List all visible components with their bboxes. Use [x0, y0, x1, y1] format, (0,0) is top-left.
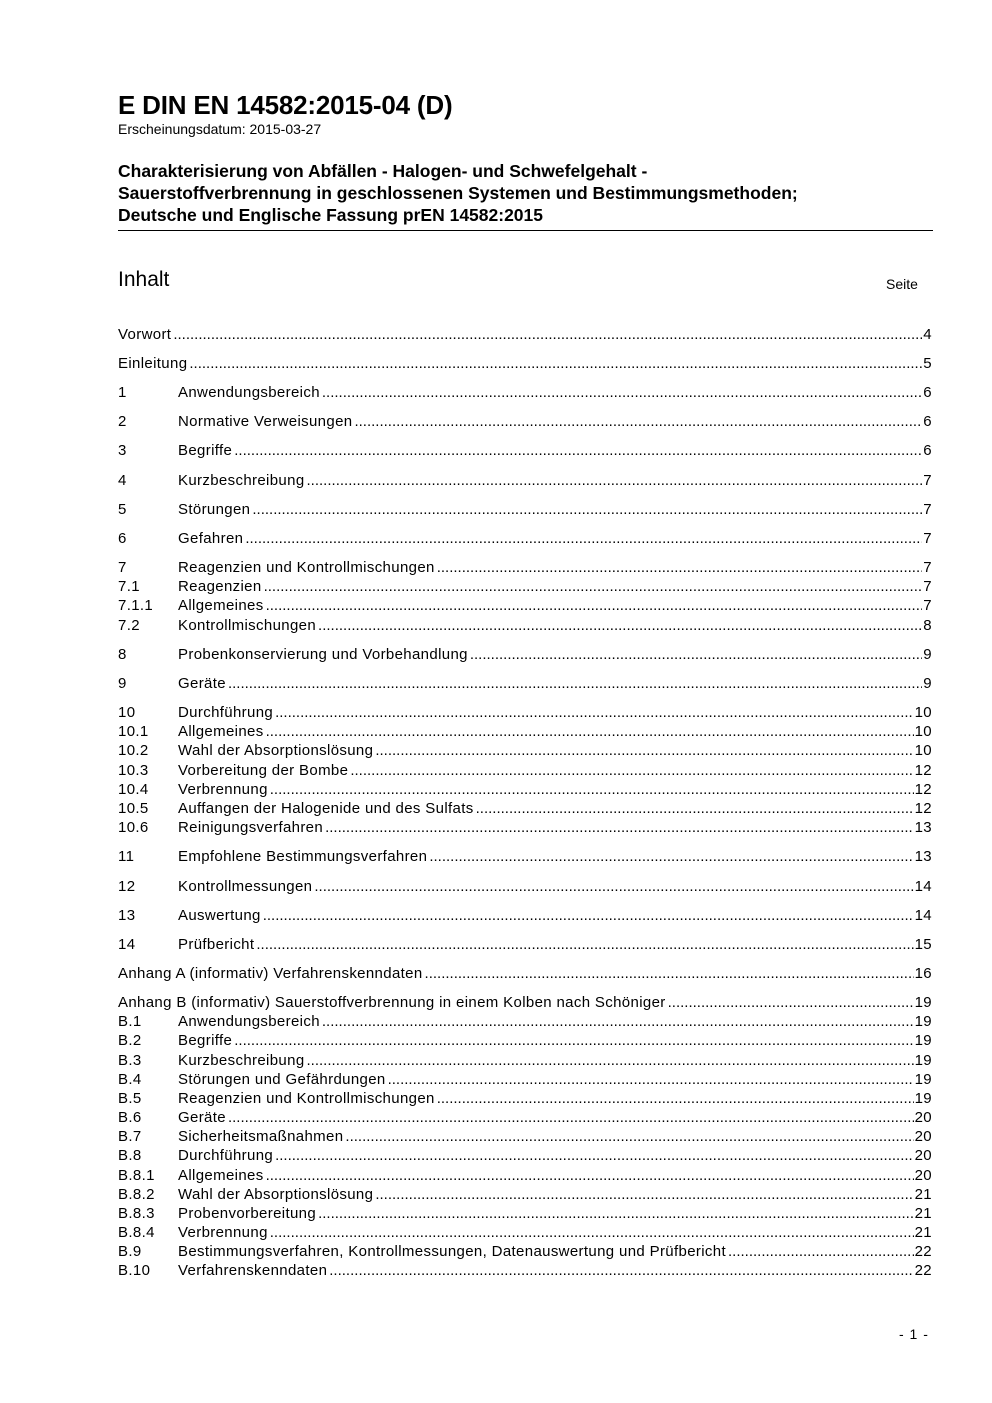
toc-entry-number: 8 [118, 646, 127, 663]
toc-dot-leader [266, 722, 914, 741]
toc-entry-title: Reinigungsverfahren [178, 819, 324, 836]
toc-entry-title: Anhang A (informativ) Verfahrenskenndaten [118, 965, 423, 982]
toc-entry-title: Allgemeines [178, 597, 264, 614]
title-line: Sauerstoffverbrennung in geschlossenen Systemen und Bestimmungsmethoden; [118, 183, 798, 203]
toc-entry-page: 8 [923, 617, 932, 634]
toc-entry[interactable] [118, 993, 932, 1012]
toc-entry[interactable] [118, 877, 932, 896]
toc-entry-number: 10 [118, 704, 136, 721]
toc-dot-leader [228, 1108, 914, 1127]
toc-entry-title: Begriffe [178, 1032, 233, 1049]
toc-dot-leader [275, 703, 914, 722]
toc-entry-page: 9 [923, 675, 932, 692]
toc-entry-page: 7 [923, 501, 932, 518]
toc-entry-page: 12 [914, 781, 932, 798]
toc-entry-title: Allgemeines [178, 1167, 264, 1184]
toc-entry[interactable] [118, 558, 932, 577]
toc-dot-leader [429, 847, 913, 866]
toc-entry-number: 2 [118, 413, 127, 430]
toc-entry-page: 5 [923, 355, 932, 372]
toc-dot-leader [329, 1261, 913, 1280]
toc-dot-leader [270, 1223, 914, 1242]
toc-entry[interactable] [118, 441, 932, 460]
toc-entry[interactable] [118, 1108, 932, 1127]
toc-entry-page: 21 [914, 1205, 932, 1222]
toc-entry-number: 7.1.1 [118, 597, 154, 614]
toc-entry-number: 9 [118, 675, 127, 692]
toc-dot-leader [437, 1089, 914, 1108]
toc-entry-title: Geräte [178, 675, 226, 692]
toc-entry-page: 10 [914, 742, 932, 759]
toc-entry-title: Verbrennung [178, 781, 268, 798]
toc-entry[interactable] [118, 529, 932, 548]
toc-entry[interactable] [118, 383, 932, 402]
toc-entry-page: 7 [923, 597, 932, 614]
toc-entry-page: 7 [923, 530, 932, 547]
toc-entry-number: B.9 [118, 1243, 142, 1260]
toc-entry[interactable] [118, 1070, 932, 1089]
toc-entry-number: 10.6 [118, 819, 149, 836]
toc-entry-title: Kontrollmischungen [178, 617, 317, 634]
toc-entry-number: B.8 [118, 1147, 142, 1164]
toc-entry-page: 6 [923, 413, 932, 430]
toc-entry-number: 7 [118, 559, 127, 576]
toc-entry-title: Probenvorbereitung [178, 1205, 317, 1222]
toc-dot-leader [325, 818, 914, 837]
toc-entry[interactable] [118, 780, 932, 799]
toc-entry[interactable] [118, 354, 932, 373]
toc-entry-title: Bestimmungsverfahren, Kontrollmessungen, Datenauswertung und Prüfbericht [178, 1243, 726, 1260]
toc-dot-leader [470, 645, 922, 664]
toc-entry-title: Verbrennung [178, 1224, 268, 1241]
toc-entry-title: Reagenzien [178, 578, 262, 595]
toc-entry-number: B.4 [118, 1071, 142, 1088]
toc-entry[interactable] [118, 325, 932, 344]
toc-entry-title: Wahl der Absorptionslösung [178, 1186, 374, 1203]
toc-dot-leader [173, 325, 922, 344]
toc-entry-page: 22 [914, 1262, 932, 1279]
toc-entry-page: 6 [923, 442, 932, 459]
toc-entry-page: 7 [923, 578, 932, 595]
toc-entry-page: 14 [914, 878, 932, 895]
toc-entry-number: 10.3 [118, 762, 149, 779]
toc-dot-leader [354, 412, 922, 431]
toc-entry-title: Vorbereitung der Bombe [178, 762, 349, 779]
toc-entry-title: Prüfbericht [178, 936, 255, 953]
toc-entry-title: Störungen [178, 501, 251, 518]
toc-entry-number: B.5 [118, 1090, 142, 1107]
toc-dot-leader [350, 761, 913, 780]
toc-entry[interactable] [118, 1261, 932, 1280]
toc-entry[interactable] [118, 674, 932, 693]
toc-entry-title: Anwendungsbereich [178, 1013, 320, 1030]
toc-dot-leader [252, 500, 922, 519]
toc-entry-number: 1 [118, 384, 127, 401]
toc-entry-page: 20 [914, 1109, 932, 1126]
toc-entry-title: Allgemeines [178, 723, 264, 740]
page-number: - 1 - [899, 1326, 929, 1342]
toc-entry-title: Geräte [178, 1109, 226, 1126]
toc-entry[interactable] [118, 471, 932, 490]
toc-entry[interactable] [118, 1223, 932, 1242]
toc-entry-page: 4 [923, 326, 932, 343]
toc-dot-leader [256, 935, 913, 954]
toc-entry-title: Kurzbeschreibung [178, 1052, 305, 1069]
document-id: E DIN EN 14582:2015-04 (D) [118, 90, 453, 120]
title-line: Deutsche und Englische Fassung prEN 14582:2015 [118, 205, 544, 225]
toc-entry-number: 10.5 [118, 800, 149, 817]
toc-entry-page: 19 [914, 1090, 932, 1107]
toc-entry-title: Auffangen der Halogenide und des Sulfats [178, 800, 474, 817]
toc-entry-title: Verfahrenskenndaten [178, 1262, 328, 1279]
toc-entry-number: 7.2 [118, 617, 140, 634]
toc-entry-page: 10 [914, 704, 932, 721]
toc-entry-page: 19 [914, 1013, 932, 1030]
toc-dot-leader [228, 674, 922, 693]
toc-entry-page: 19 [914, 1071, 932, 1088]
toc-page-column-label: Seite [886, 276, 918, 292]
toc-entry-title: Kurzbeschreibung [178, 472, 305, 489]
toc-dot-leader [307, 1051, 914, 1070]
toc-dot-leader [375, 741, 913, 760]
toc-dot-leader [318, 1204, 914, 1223]
document-title [118, 160, 933, 231]
toc-entry-title: Wahl der Absorptionslösung [178, 742, 374, 759]
toc-entry-title: Durchführung [178, 1147, 274, 1164]
toc-entry[interactable] [118, 1127, 932, 1146]
toc-entry[interactable] [118, 645, 932, 664]
toc-dot-leader [270, 780, 914, 799]
toc-dot-leader [728, 1242, 914, 1261]
toc-entry-title: Gefahren [178, 530, 244, 547]
toc-entry-number: B.8.4 [118, 1224, 155, 1241]
toc-entry-title: Vorwort [118, 326, 172, 343]
toc-dot-leader [263, 906, 914, 925]
toc-entry-number: 7.1 [118, 578, 140, 595]
toc-entry-page: 19 [914, 1052, 932, 1069]
toc-entry[interactable] [118, 906, 932, 925]
toc-entry-number: B.8.1 [118, 1167, 155, 1184]
toc-entry-page: 14 [914, 907, 932, 924]
toc-entry[interactable] [118, 847, 932, 866]
toc-entry-number: 10.2 [118, 742, 149, 759]
toc-entry-number: 14 [118, 936, 136, 953]
toc-dot-leader [476, 799, 914, 818]
toc-entry-title: Sicherheitsmaßnahmen [178, 1128, 344, 1145]
toc-entry-page: 19 [914, 1032, 932, 1049]
toc-entry-number: B.1 [118, 1013, 142, 1030]
toc-entry-number: B.2 [118, 1032, 142, 1049]
toc-entry-title: Normative Verweisungen [178, 413, 353, 430]
toc-entry[interactable] [118, 616, 932, 635]
toc-entry[interactable] [118, 412, 932, 431]
toc-entry-page: 15 [914, 936, 932, 953]
toc-entry-page: 12 [914, 762, 932, 779]
toc-entry-title: Kontrollmessungen [178, 878, 313, 895]
toc-entry-title: Auswertung [178, 907, 261, 924]
toc-entry[interactable] [118, 1242, 932, 1261]
toc-entry[interactable] [118, 935, 932, 954]
toc-entry-number: 13 [118, 907, 136, 924]
toc-entry-number: 6 [118, 530, 127, 547]
toc-entry[interactable] [118, 1166, 932, 1185]
toc-entry-number: 5 [118, 501, 127, 518]
toc-dot-leader [275, 1146, 914, 1165]
toc-entry[interactable] [118, 577, 932, 596]
toc-entry-number: 10.4 [118, 781, 149, 798]
toc-entry[interactable] [118, 741, 932, 760]
toc-entry-title: Begriffe [178, 442, 233, 459]
toc-entry-page: 13 [914, 819, 932, 836]
toc-entry-number: 4 [118, 472, 127, 489]
toc-entry-page: 16 [914, 965, 932, 982]
toc-entry-number: 11 [118, 848, 135, 865]
toc-entry[interactable] [118, 1012, 932, 1031]
toc-entry-title: Probenkonservierung und Vorbehandlung [178, 646, 468, 663]
toc-entry[interactable] [118, 818, 932, 837]
toc-dot-leader [388, 1070, 914, 1089]
toc-dot-leader [264, 577, 923, 596]
toc-dot-leader [189, 354, 922, 373]
toc-entry-number: B.8.2 [118, 1186, 155, 1203]
toc-dot-leader [307, 471, 923, 490]
toc-entry-number: 12 [118, 878, 136, 895]
publication-date: Erscheinungsdatum: 2015-03-27 [118, 121, 322, 137]
toc-entry-page: 19 [914, 994, 932, 1011]
toc-dot-leader [245, 529, 922, 548]
title-line: Charakterisierung von Abfällen - Halogen- und Schwefelgehalt - [118, 161, 648, 181]
toc-entry-number: 10.1 [118, 723, 149, 740]
toc-entry-title: Anwendungsbereich [178, 384, 320, 401]
toc-entry[interactable] [118, 799, 932, 818]
toc-entry-title: Störungen und Gefährdungen [178, 1071, 386, 1088]
toc-entry[interactable] [118, 1089, 932, 1108]
toc-dot-leader [668, 993, 914, 1012]
toc-entry-number: B.7 [118, 1128, 142, 1145]
toc-entry-title: Durchführung [178, 704, 274, 721]
toc-dot-leader [314, 877, 913, 896]
toc-entry[interactable] [118, 964, 932, 983]
toc-entry[interactable] [118, 1204, 932, 1223]
toc-dot-leader [322, 1012, 914, 1031]
toc-entry-page: 12 [914, 800, 932, 817]
toc-entry[interactable] [118, 703, 932, 722]
toc-entry[interactable] [118, 1031, 932, 1050]
toc-entry-title: Reagenzien und Kontrollmischungen [178, 559, 435, 576]
toc-dot-leader [375, 1185, 913, 1204]
toc-dot-leader [318, 616, 922, 635]
toc-entry[interactable] [118, 1146, 932, 1165]
toc-dot-leader [266, 1166, 914, 1185]
toc-dot-leader [234, 1031, 913, 1050]
toc-entry[interactable] [118, 722, 932, 741]
toc-entry-page: 20 [914, 1128, 932, 1145]
toc-entry-number: B.8.3 [118, 1205, 155, 1222]
toc-entry-title: Einleitung [118, 355, 188, 372]
toc-dot-leader [322, 383, 922, 402]
toc-entry[interactable] [118, 596, 932, 615]
toc-heading: Inhalt [118, 268, 170, 291]
toc-entry-page: 13 [914, 848, 932, 865]
toc-entry-page: 6 [923, 384, 932, 401]
toc-dot-leader [234, 441, 922, 460]
toc-entry-page: 9 [923, 646, 932, 663]
toc-entry-number: B.3 [118, 1052, 142, 1069]
toc-entry-number: B.10 [118, 1262, 151, 1279]
toc-entry-number: B.6 [118, 1109, 142, 1126]
toc-entry-page: 20 [914, 1167, 932, 1184]
toc-entry[interactable] [118, 1185, 932, 1204]
toc-entry-page: 7 [923, 559, 932, 576]
toc-entry[interactable] [118, 761, 932, 780]
toc-entry-page: 21 [914, 1224, 932, 1241]
toc-entry-title: Anhang B (informativ) Sauerstoffverbrennung in einem Kolben nach Schöniger [118, 994, 666, 1011]
toc-entry[interactable] [118, 500, 932, 519]
toc-entry-title: Empfohlene Bestimmungsverfahren [178, 848, 428, 865]
toc-entry-page: 7 [923, 472, 932, 489]
toc-dot-leader [437, 558, 923, 577]
toc-entry-page: 20 [914, 1147, 932, 1164]
toc-dot-leader [266, 596, 923, 615]
toc-entry-page: 21 [914, 1186, 932, 1203]
toc-entry-page: 10 [914, 723, 932, 740]
toc-entry-title: Reagenzien und Kontrollmischungen [178, 1090, 435, 1107]
toc-dot-leader [425, 964, 914, 983]
toc-entry-number: 3 [118, 442, 127, 459]
toc-entry-page: 22 [914, 1243, 932, 1260]
toc-dot-leader [345, 1127, 913, 1146]
toc-entry[interactable] [118, 1051, 932, 1070]
